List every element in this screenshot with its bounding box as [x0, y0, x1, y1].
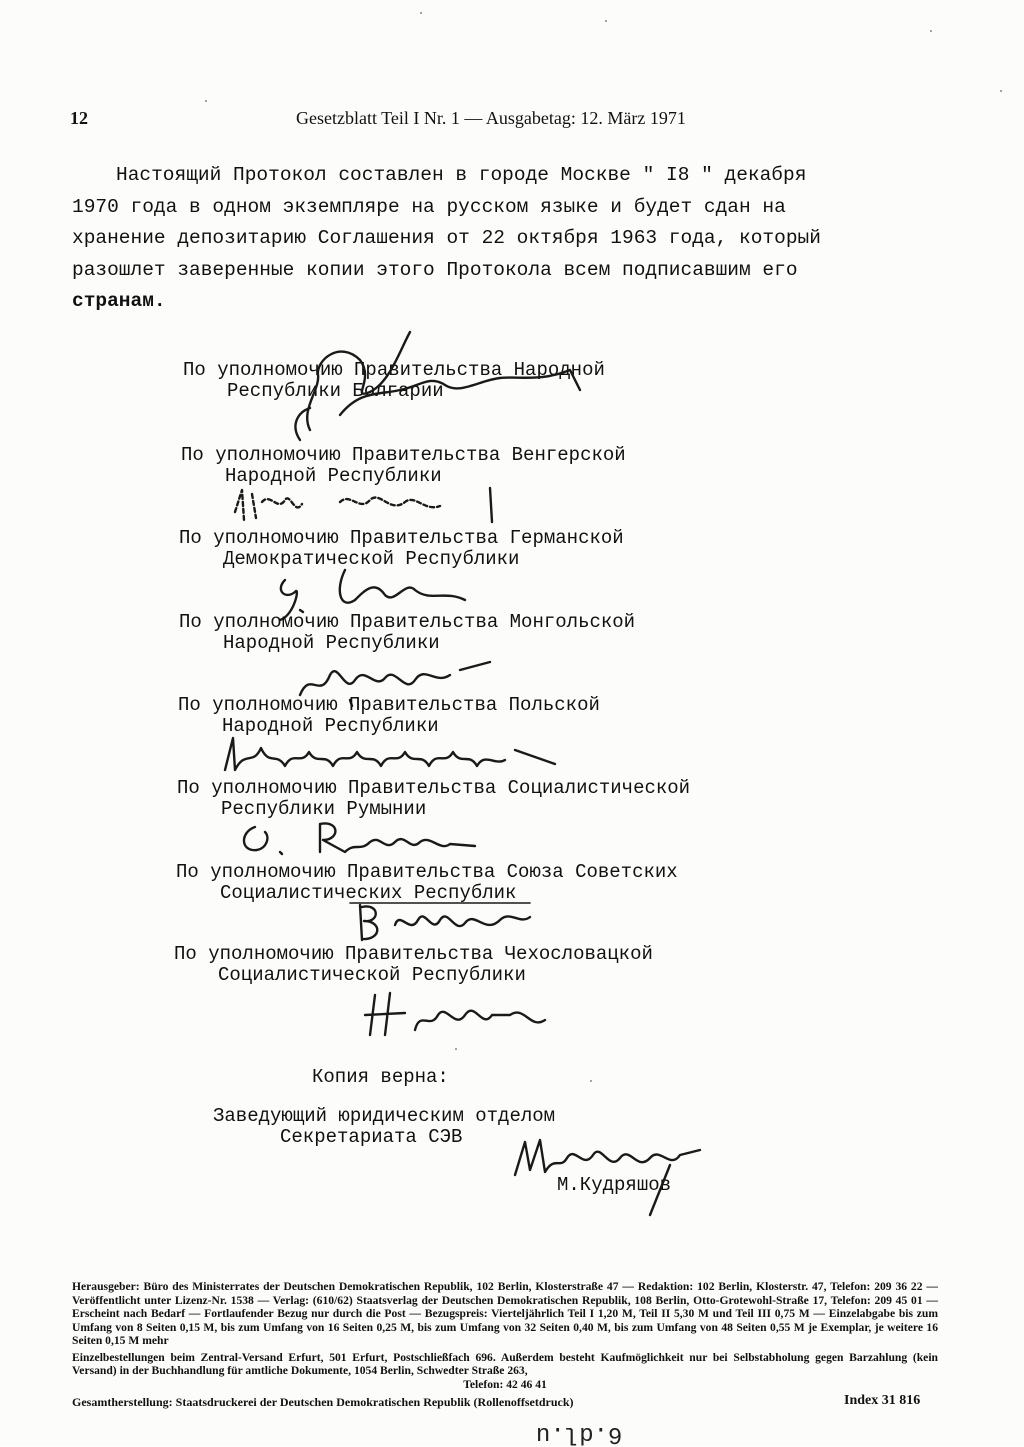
ordering-text: Einzelbestellungen beim Zentral-Versand Erfurt, 501 Erfurt, Postschließfach 696. Außerdem besteht Kaufmöglichkeit nur bei Selbstabholung gegen Barzahlung (kein Versand) in der Buchhandlung für amtliche Dokumente, 1054 Berlin, Schwedter Straße 263, [72, 1350, 938, 1377]
signatory-block-hungary [181, 445, 626, 487]
position-department: Секретариата СЭВ [280, 1126, 463, 1148]
scan-speck [930, 30, 932, 32]
signatory-country: Народной Республики [225, 465, 442, 487]
signatory-country: Социалистических Республик [220, 882, 517, 904]
paragraph-line: хранение депозитарию Соглашения от 22 октября 1963 года, который [72, 227, 821, 249]
paragraph-line: 1970 года в одном экземпляре на русском языке и будет сдан на [72, 195, 786, 218]
signatory-country: Социалистической Республики [218, 964, 526, 986]
ordering-info [72, 1351, 938, 1392]
signature-czechoslovakia [360, 985, 550, 1045]
signatory-line: По уполномочию Правительства Монгольской [179, 611, 636, 633]
signatory-country: Народной Республики [223, 632, 440, 654]
signatory-line: По уполномочию Правительства Социалистической [177, 777, 691, 799]
ordering-phone: Telefon: 42 46 41 [463, 1377, 547, 1391]
signer-name: М.Кудряшов [557, 1174, 672, 1196]
signatory-country: Народной Республики [222, 715, 439, 737]
signature-ussr [340, 895, 540, 950]
protocol-paragraph [72, 160, 832, 318]
scan-speck [605, 20, 607, 22]
scan-speck [455, 1048, 457, 1050]
paragraph-line: странам. [72, 290, 166, 312]
signatory-line: По уполномочию Правительства Германской [179, 527, 624, 549]
publisher-imprint [72, 1280, 938, 1391]
paragraph-line: разошлет заверенные копии этого Протокола всем подписавшим его [72, 258, 798, 281]
signatory-line: По уполномочию Правительства Союза Советских [176, 861, 678, 883]
index-number: Index 31 816 [844, 1393, 921, 1408]
printer-info: Gesamtherstellung: Staatsdruckerei der Deutschen Demokratischen Republik (Rollenoffsetdruck) [72, 1395, 574, 1409]
scan-speck [420, 12, 422, 14]
paragraph-line: Настоящий Протокол составлен в городе Москве " I8 " декабря [116, 164, 807, 186]
signature-poland [205, 730, 565, 780]
copy-true-label: Копия верна: [312, 1066, 449, 1088]
signatory-block-mongolia [179, 612, 635, 654]
scan-speck [590, 1080, 592, 1082]
page-number: 12 [70, 108, 88, 128]
signatory-country: Республики Болгарии [227, 380, 444, 402]
scan-speck [1000, 90, 1002, 92]
signature-hungary [230, 482, 520, 527]
signature-tail [640, 1160, 680, 1220]
signatory-country: Демократической Республики [223, 548, 520, 570]
signatory-country: Республики Румынии [221, 798, 427, 820]
signatory-line: По уполномочию Правительства Народной [183, 359, 605, 381]
signatory-line: По уполномочию Правительства Чехословацкой [174, 943, 653, 965]
signature-bulgaria [280, 320, 600, 450]
publisher-info: Herausgeber: Büro des Ministerrates der Deutschen Demokratischen Republik, 102 Berlin, Klosterstraße 47 — Redaktion: 102 Berlin, Klosterstr. 47, Telefon: 209 36 22 — Veröffentlicht unter Lizenz-Nr. 1538 — Verlag: (610/62) Staatsverlag der Deutschen Demokratischen Republik, 108 Berlin, Otto-Grotewohl-Straße 17, Telefon: 209 45 01 — Erscheint nach Bedarf — Fortlaufender Bezug nur durch die Post — Bezugspreis: Vierteljährlich Teil I 1,20 M, Teil II 5,30 M und Teil III 0,75 M — Einzelabgabe bis zum Umfang von 8 Seiten 0,15 M, bis zum Umfang von 16 Seiten 0,25 M, bis zum Umfang von 32 Seiten 0,40 M, bis zum Umfang von 48 Seiten 0,55 M je Exemplar, je weitere 16 Seiten 0,15 M mehr [72, 1280, 938, 1347]
signatory-line: По уполномочию Правительства Венгерской [181, 444, 626, 466]
archive-stamp: 6.dl.u [536, 1420, 623, 1447]
gazette-header: Gesetzblatt Teil I Nr. 1 — Ausgabetag: 12. März 1971 [296, 108, 686, 128]
signature-romania [225, 812, 485, 862]
signatory-block-czechoslovakia [174, 944, 653, 986]
position-title: Заведующий юридическим отделом [213, 1105, 556, 1127]
signatory-line: По уполномочию Правительства Польской [178, 694, 600, 716]
scan-speck [205, 100, 207, 102]
